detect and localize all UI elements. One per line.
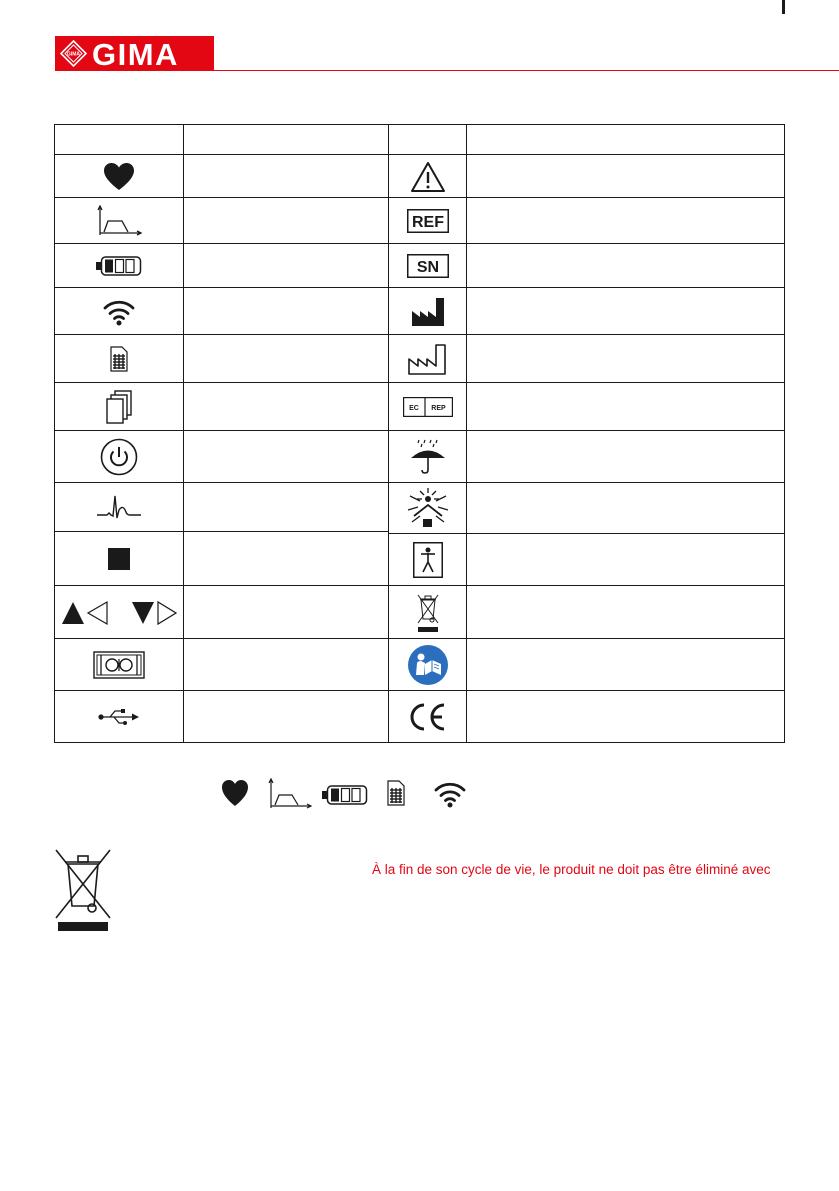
right-description-column — [467, 155, 784, 742]
header-symbol-2 — [389, 124, 466, 154]
tape-record-icon — [54, 639, 183, 691]
usb-icon — [54, 691, 183, 742]
weee-bin-icon — [389, 586, 466, 639]
header-description-2 — [467, 124, 784, 154]
brand-name: GIMA — [92, 37, 179, 72]
sn-serial-icon — [389, 244, 466, 288]
copy-pages-icon — [54, 383, 183, 431]
header-rule — [214, 70, 839, 71]
left-description-column — [184, 155, 388, 742]
heart-icon — [54, 155, 183, 198]
type-bf-applied-part-icon — [389, 534, 466, 586]
manufacture-date-icon — [389, 335, 466, 383]
display-icons-row — [222, 776, 472, 810]
read-manual-icon — [389, 639, 466, 691]
sd-card-icon — [54, 335, 183, 383]
svg-text:GIMA: GIMA — [66, 51, 81, 58]
row-battery-icon — [322, 786, 367, 804]
weee-disposal-icon — [54, 848, 112, 932]
symbol-table — [54, 124, 785, 743]
wifi-icon — [54, 288, 183, 335]
ec-rep-icon — [389, 383, 466, 431]
power-button-icon — [54, 431, 183, 483]
keep-dry-umbrella-icon — [389, 431, 466, 483]
row-wifi-icon — [436, 784, 464, 807]
header-description-1 — [184, 124, 388, 154]
header-symbol-1 — [54, 124, 183, 154]
ecg-waveform-icon — [54, 483, 183, 532]
ref-catalogue-icon — [389, 198, 466, 244]
stop-square-icon — [54, 532, 183, 586]
gima-badge-icon — [59, 39, 88, 68]
ref-label: REF — [411, 214, 444, 231]
row-pulse-bar-graph-icon — [269, 779, 311, 808]
ec-label: EC — [408, 405, 419, 412]
row-sd-card-icon — [388, 781, 404, 805]
ce-mark-icon — [389, 691, 466, 742]
crop-mark — [782, 0, 785, 14]
disposal-notice: À la fin de son cycle de vie, le produit ne doit pas être éliminé avec — [372, 862, 771, 877]
warning-triangle-icon — [389, 155, 466, 198]
row-heart-icon — [222, 780, 248, 806]
arrow-triangles-icon — [54, 586, 183, 639]
rep-label: REP — [430, 405, 446, 412]
pulse-bar-graph-icon — [54, 198, 183, 244]
gima-logo — [55, 36, 214, 71]
manufacturer-icon — [389, 288, 466, 335]
battery-icon — [54, 244, 183, 288]
sn-label: SN — [416, 259, 439, 276]
keep-away-sunlight-icon — [389, 483, 466, 533]
